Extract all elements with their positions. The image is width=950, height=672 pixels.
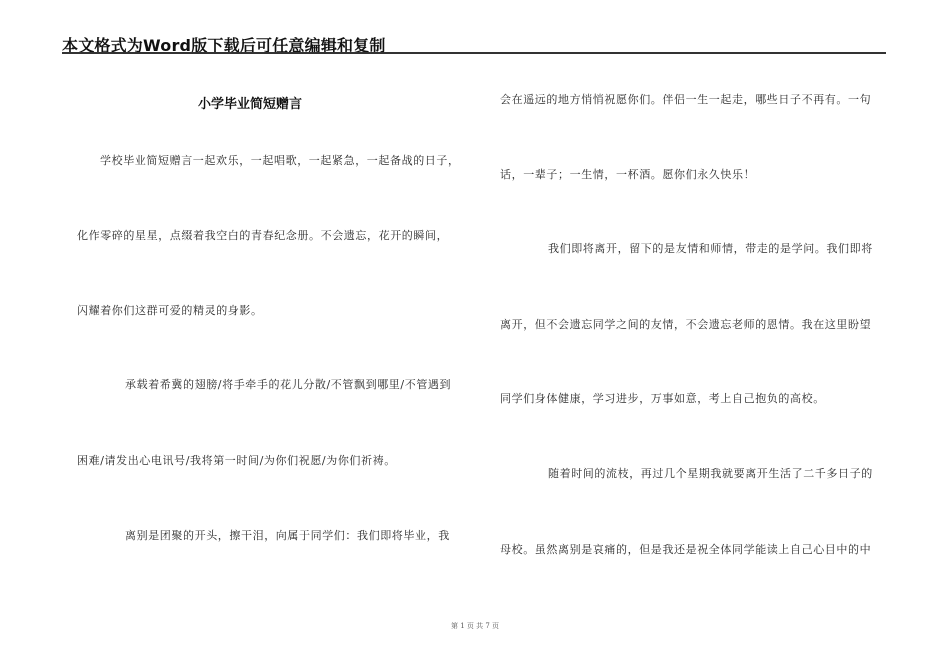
left-paragraph-line: 困难/请发出心电讯号/我将第一时间/为你们祝愿/为你们祈祷。 bbox=[77, 454, 396, 467]
document-header-banner: 本文格式为Word版下载后可任意编辑和复制 bbox=[62, 36, 386, 55]
right-paragraph-line: 同学们身体健康，学习进步，万事如意，考上自己抱负的高校。 bbox=[500, 392, 825, 405]
right-paragraph-line: 话，一辈子；一生情，一杯酒。愿你们永久快乐！ bbox=[500, 168, 756, 181]
left-paragraph-line: 闪耀着你们这群可爱的精灵的身影。 bbox=[77, 304, 263, 317]
left-paragraph-line: 化作零碎的星星，点缀着我空白的青春纪念册。不会遗忘，花开的瞬间， bbox=[77, 229, 449, 242]
right-paragraph-line: 我们即将离开，留下的是友情和师情，带走的是学问。我们即将 bbox=[548, 242, 873, 255]
right-paragraph-line: 会在遥远的地方悄悄祝愿你们。伴侣一生一起走，哪些日子不再有。一句 bbox=[500, 93, 872, 106]
right-paragraph-line: 随着时间的流枝，再过几个星期我就要离开生活了二千多日子的 bbox=[548, 467, 873, 480]
header-divider bbox=[62, 52, 886, 54]
right-paragraph-line: 母校。虽然离别是哀痛的，但是我还是祝全体同学能读上自己心目中的中 bbox=[500, 543, 872, 556]
document-title: 小学毕业简短赠言 bbox=[198, 97, 303, 112]
right-paragraph-line: 离开，但不会遗忘同学之间的友情，不会遗忘老师的恩情。我在这里盼望 bbox=[500, 318, 872, 331]
left-paragraph-line: 离别是团聚的开头，擦干泪，向属于同学们：我们即将毕业，我 bbox=[125, 529, 450, 542]
page-number: 第 1 页 共 7 页 bbox=[450, 622, 500, 630]
left-paragraph-line: 学校毕业简短赠言一起欢乐，一起唱歌，一起紧急，一起备战的日子， bbox=[100, 154, 460, 167]
left-paragraph-line: 承载着希冀的翅膀/将手牵手的花儿分散/不管飘到哪里/不管遇到 bbox=[125, 378, 452, 391]
